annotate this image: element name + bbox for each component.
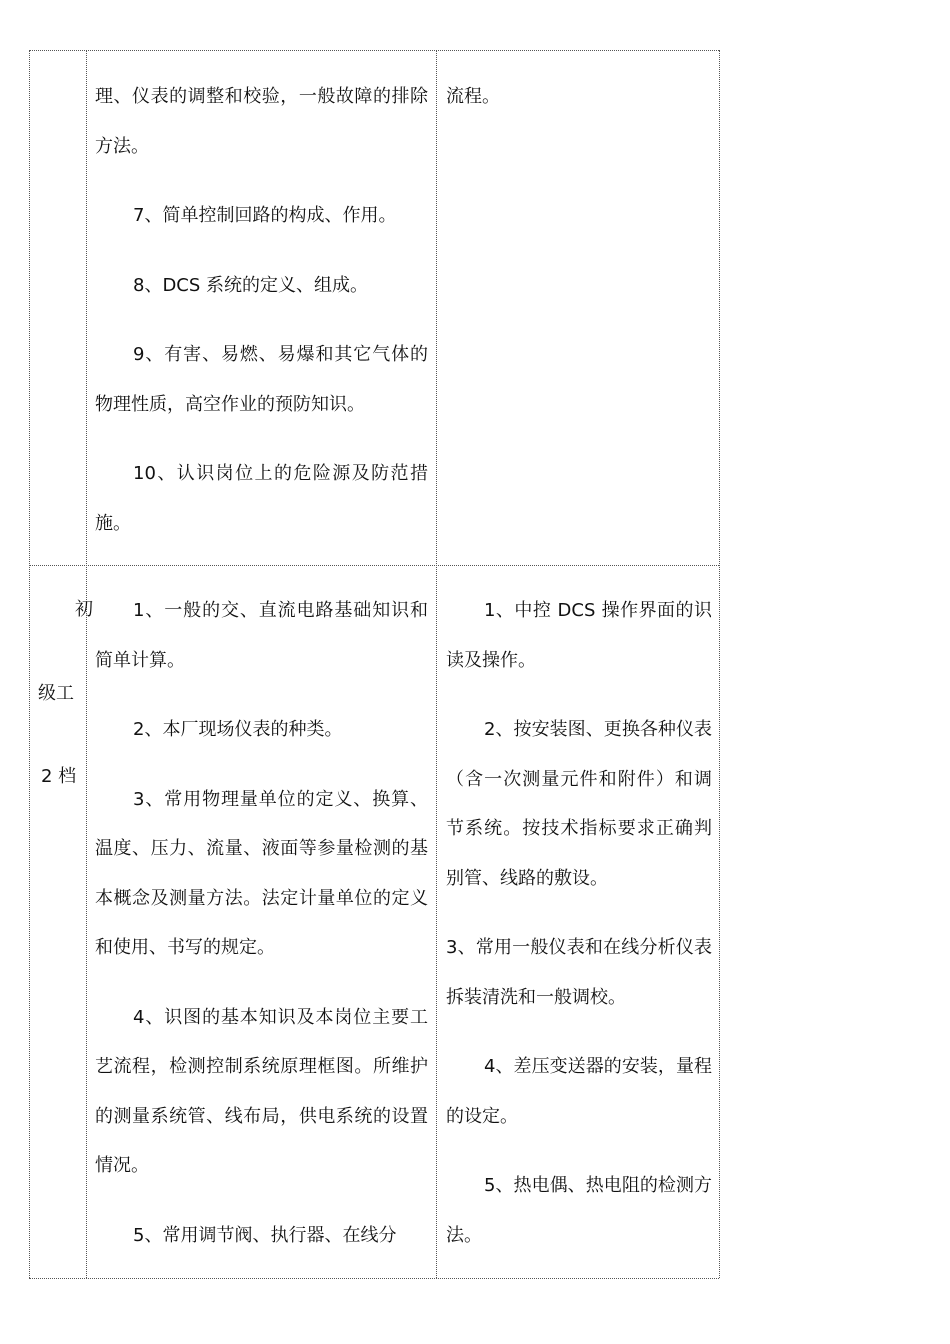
row1-knowledge-cell: [95, 72, 428, 568]
table-top-border: [29, 50, 719, 51]
paragraph: 1、一般的交、直流电路基础知识和简单计算。: [95, 600, 428, 671]
paragraph: 3、常用一般仪表和在线分析仪表拆装清洗和一般调校。: [446, 937, 712, 1008]
grade-label-line1: 初: [75, 599, 93, 620]
paragraph: 3、常用物理量单位的定义、换算、温度、压力、流量、液面等参量检测的基本概念及测量方法。法定计量单位的定义和使用、书写的规定。: [95, 788, 428, 958]
paragraph: 2、本厂现场仪表的种类。: [133, 719, 343, 740]
paragraph: 4、差压变送器的安装，量程的设定。: [446, 1056, 712, 1127]
row2-skills-cell: [446, 586, 712, 1280]
row2-knowledge-cell: [95, 586, 428, 1280]
paragraph: 5、热电偶、热电阻的检测方法。: [446, 1175, 712, 1246]
table-right-border: [719, 50, 720, 1278]
column-divider-1: [86, 50, 87, 1278]
paragraph: 4、识图的基本知识及本岗位主要工艺流程，检测控制系统原理框图。所维护的测量系统管、线布局，供电系统的设置情况。: [95, 1006, 428, 1176]
paragraph: 9、有害、易燃、易爆和其它气体的物理性质，高空作业的预防知识。: [95, 344, 428, 415]
paragraph: 10、认识岗位上的危险源及防范措施。: [95, 463, 428, 534]
grade-label-cell: [29, 565, 93, 1278]
paragraph: 流程。: [446, 86, 500, 107]
paragraph: 7、简单控制回路的构成、作用。: [133, 205, 397, 226]
grade-label-line2: 级工: [38, 683, 74, 704]
row1-skills-cell: [446, 72, 712, 142]
paragraph: 理、仪表的调整和校验，一般故障的排除方法。: [95, 86, 428, 157]
paragraph: 1、中控 DCS 操作界面的识读及操作。: [446, 600, 712, 671]
paragraph: 8、DCS 系统的定义、组成。: [133, 274, 369, 296]
paragraph: 2、按安装图、更换各种仪表（含一次测量元件和附件）和调节系统。按技术指标要求正确判别管、线路的敷设。: [446, 719, 712, 889]
grade-label-line3: 2 档: [41, 766, 77, 787]
paragraph: 5、常用调节阀、执行器、在线分: [133, 1224, 397, 1246]
column-divider-2: [436, 50, 437, 1278]
